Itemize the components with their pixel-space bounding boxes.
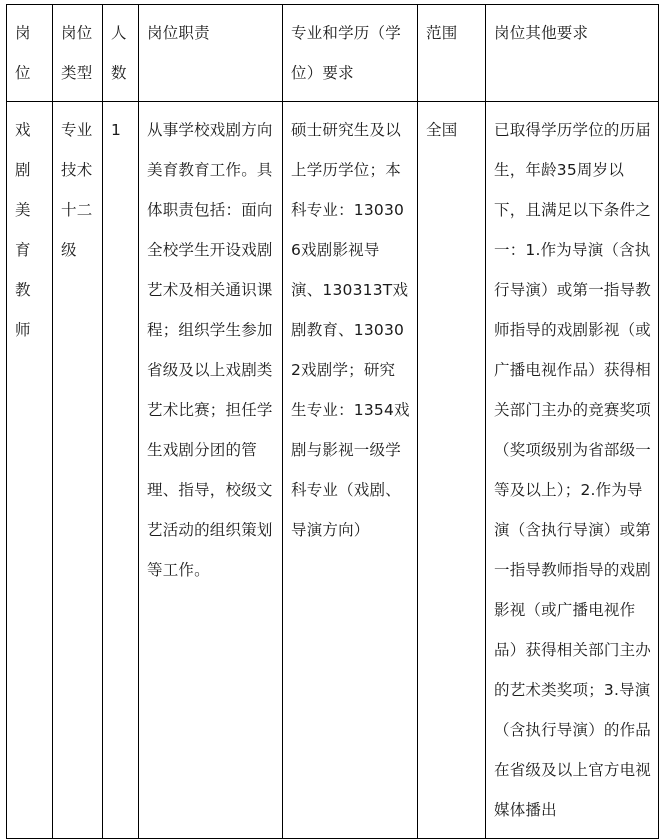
cell-duties <box>139 102 283 839</box>
cell-other-requirements <box>486 102 659 839</box>
column-header-position-label: 岗位 <box>15 24 31 82</box>
table-body <box>7 102 659 839</box>
table-header <box>7 5 659 102</box>
cell-duties-value: 从事学校戏剧方向美育教育工作。具体职责包括：面向全校学生开设戏剧艺术及相关通识课程；组织学生参加省级及以上戏剧类艺术比赛；担任学生戏剧分团的管理、指导，校级文艺活动的组织策划等工作。 <box>147 121 273 579</box>
table-row <box>7 102 659 839</box>
column-header-duties-label: 岗位职责 <box>147 24 210 42</box>
cell-position-type-value: 专业技术十二级 <box>61 121 93 259</box>
cell-major-degree <box>283 102 418 839</box>
cell-headcount <box>103 102 139 839</box>
column-header-scope <box>418 5 486 102</box>
column-header-headcount-label: 人数 <box>111 24 127 82</box>
job-position-table <box>6 4 659 839</box>
cell-headcount-value: 1 <box>111 121 122 139</box>
column-header-position-type-label: 岗位类型 <box>61 24 93 82</box>
cell-major-degree-value: 硕士研究生及以上学历学位；本科专业：130306戏剧影视导演、130313T戏剧教育、130302戏剧学；研究生专业：1354戏剧与影视一级学科专业（戏剧、导演方向） <box>291 121 410 539</box>
column-header-headcount <box>103 5 139 102</box>
column-header-other-requirements <box>486 5 659 102</box>
column-header-scope-label: 范围 <box>426 24 458 42</box>
column-header-major-degree-label: 专业和学历（学位）要求 <box>291 24 401 82</box>
cell-position-type <box>53 102 103 839</box>
column-header-duties <box>139 5 283 102</box>
column-header-major-degree <box>283 5 418 102</box>
cell-scope <box>418 102 486 839</box>
column-header-other-requirements-label: 岗位其他要求 <box>494 24 589 42</box>
cell-position-value: 戏剧美育教师 <box>15 121 31 339</box>
cell-other-requirements-value: 已取得学历学位的历届生，年龄35周岁以下，且满足以下条件之一：1.作为导演（含执行导演）或第一指导教师指导的戏剧影视（或广播电视作品）获得相关部门主办的竞赛奖项（奖项级别为省部级一等及以上）；2.作为导演（含执行导演）或第一指导教师指导的戏剧影视（或广播电视作品）获得相关部门主办的艺术类奖项；3.导演（含执行导演）的作品在省级及以上官方电视媒体播出 <box>494 121 652 819</box>
column-header-position <box>7 5 53 102</box>
table-header-row <box>7 5 659 102</box>
cell-position <box>7 102 53 839</box>
column-header-position-type <box>53 5 103 102</box>
cell-scope-value: 全国 <box>426 121 458 139</box>
